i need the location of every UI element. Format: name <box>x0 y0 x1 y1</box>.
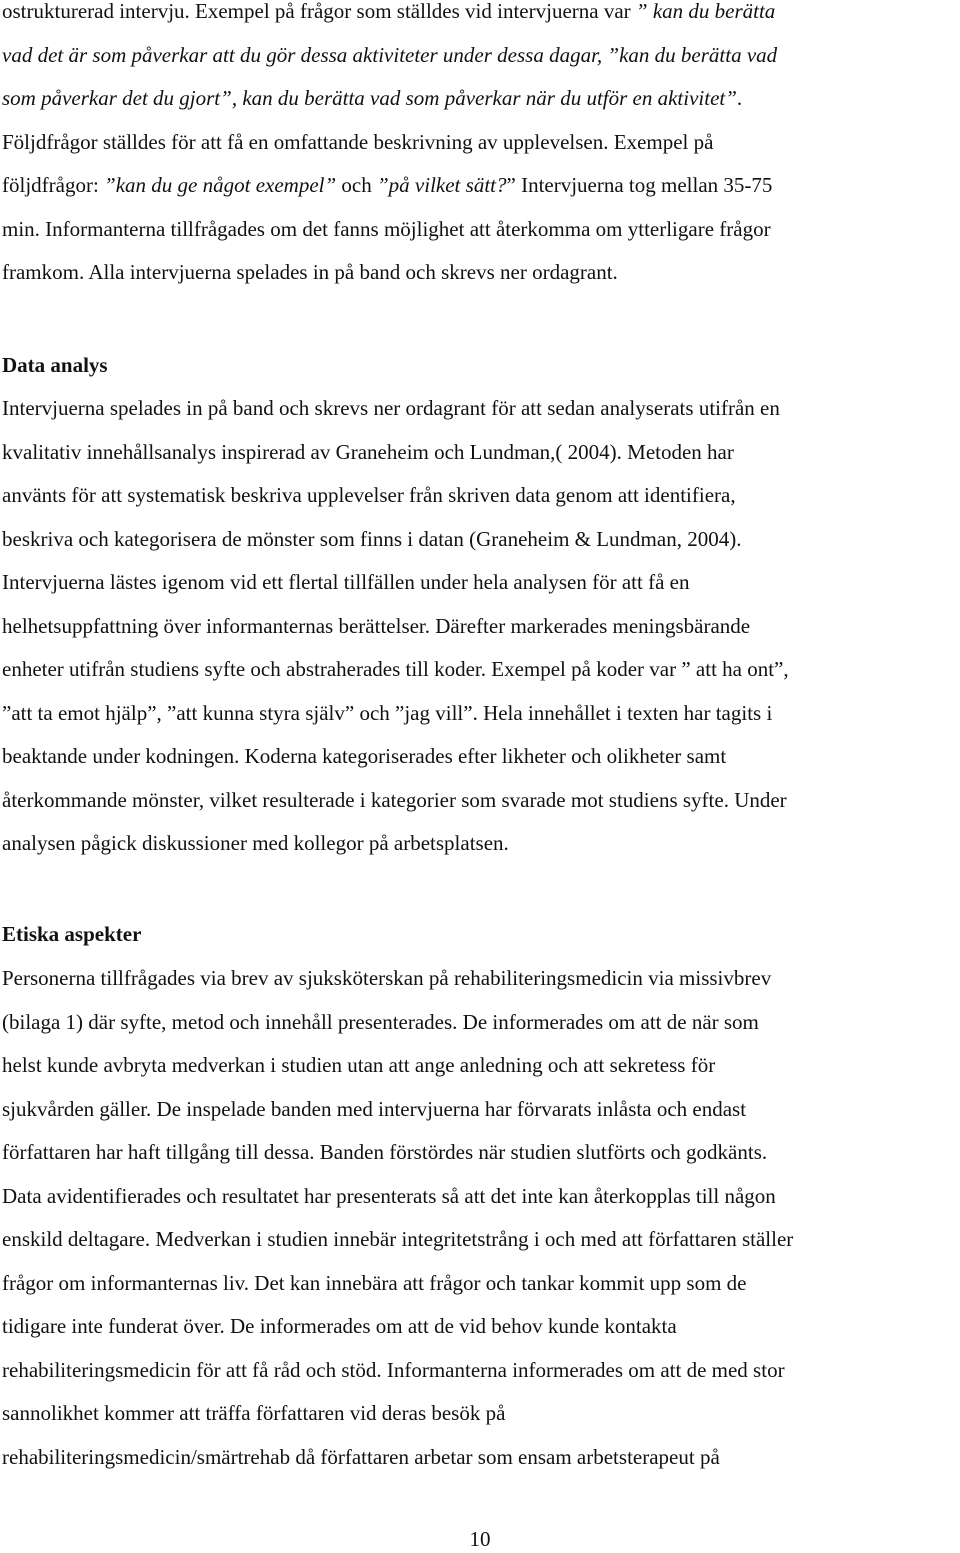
italic-text: ”kan du ge något exempel” <box>104 173 337 197</box>
text-line: rehabiliteringsmedicin/smärtrehab då författaren arbetar som ensam arbetsterapeut på <box>2 1444 720 1469</box>
text-line: analysen pågick diskussioner med kollegor på arbetsplatsen. <box>2 831 509 855</box>
page-number: 10 <box>469 1527 491 1551</box>
text-line: helhetsuppfattning över informanternas berättelser. Därefter markerades meningsbärande <box>2 613 751 638</box>
text-line <box>2 77 956 121</box>
italic-text: som påverkar det du gjort”, kan du berätta vad som påverkar när du utför en aktivitet” <box>2 86 737 110</box>
text-line <box>2 208 956 252</box>
text-line <box>2 164 956 208</box>
text-line: beaktande under kodningen. Koderna kategoriserades efter likheter och olikheter samt <box>2 744 727 768</box>
text-run: ostrukturerad intervju. Exempel på frågor som ställdes vid intervjuerna var <box>2 0 636 23</box>
text-run: och <box>336 173 377 197</box>
data-analysis-paragraph <box>2 387 956 866</box>
text-line: rehabiliteringsmedicin för att få råd och stöd. Informanterna informerades om att de med stor <box>2 1357 785 1382</box>
text-line: sjukvården gäller. De inspelade banden med intervjuerna har förvarats inlåsta och endast <box>2 1096 747 1121</box>
text-line: sannolikhet kommer att träffa författaren vid deras besök på <box>2 1401 506 1425</box>
text-line: Personerna tillfrågades via brev av sjuksköterskan på rehabiliteringsmedicin via missivbrev <box>2 966 772 990</box>
ethics-paragraph <box>2 957 956 1479</box>
text-run: framkom. Alla intervjuerna spelades in på band och skrevs ner ordagrant. <box>2 260 618 284</box>
text-run: följdfrågor: <box>2 173 105 197</box>
text-line: enskild deltagare. Medverkan i studien innebär integritetstrång i och med att författaren ställer <box>2 1227 794 1251</box>
text-line: Data avidentifierades och resultatet har presenterats så att det inte kan återkopplas till någon <box>2 1183 776 1208</box>
text-run: Följdfrågor ställdes för att få en omfattande beskrivning av upplevelsen. Exempel på <box>2 129 714 154</box>
text-line: kvalitativ innehållsanalys inspirerad av Graneheim och Lundman,( 2004). Metoden har <box>2 439 734 464</box>
data-analysis-heading: Data analys <box>2 353 108 377</box>
text-run: ” Intervjuerna tog mellan 35-75 <box>506 173 773 197</box>
intro-paragraph <box>2 0 956 295</box>
text-line <box>2 34 956 78</box>
text-line: Intervjuerna spelades in på band och skrevs ner ordagrant för att sedan analyserats utifrån en <box>2 396 780 420</box>
ethics-heading: Etiska aspekter <box>2 922 142 946</box>
text-line: (bilaga 1) där syfte, metod och innehåll presenterades. De informerades om att de när som <box>2 1009 759 1034</box>
text-line: tidigare inte funderat över. De informerades om att de vid behov kunde kontakta <box>2 1314 677 1338</box>
text-line <box>2 121 956 165</box>
italic-text: vad det är som påverkar att du gör dessa aktiviteter under dessa dagar, ”kan du berätta vad <box>2 42 778 67</box>
italic-text: ” kan du berätta <box>635 0 776 23</box>
text-line: återkommande mönster, vilket resulterade i kategorier som svarade mot studiens syfte. Under <box>2 787 787 812</box>
text-line: enheter utifrån studiens syfte och abstraherades till koder. Exempel på koder var ” att ha ont”, <box>2 657 789 681</box>
italic-text: ”på vilket sätt? <box>377 173 507 197</box>
text-line: använts för att systematisk beskriva upplevelser från skriven data genom att identifiera, <box>2 483 736 507</box>
text-run: . <box>736 86 743 110</box>
text-line <box>2 0 956 34</box>
text-line: frågor om informanternas liv. Det kan innebära att frågor och tankar kommit upp som de <box>2 1270 747 1295</box>
text-run: min. Informanterna tillfrågades om det fanns möjlighet att återkomma om ytterligare frågor <box>2 216 771 241</box>
text-line: Intervjuerna lästes igenom vid ett flertal tillfällen under hela analysen för att få en <box>2 570 690 594</box>
text-line: ”att ta emot hjälp”, ”att kunna styra själv” och ”jag vill”. Hela innehållet i texten har tagits i <box>2 700 773 725</box>
text-line: helst kunde avbryta medverkan i studien utan att ange anledning och att sekretess för <box>2 1053 716 1077</box>
text-line: beskriva och kategorisera de mönster som finns i datan (Graneheim & Lundman, 2004). <box>2 526 742 551</box>
text-line: författaren har haft tillgång till dessa. Banden förstördes när studien slutförts och godkänts. <box>2 1140 768 1164</box>
text-line <box>2 251 956 295</box>
